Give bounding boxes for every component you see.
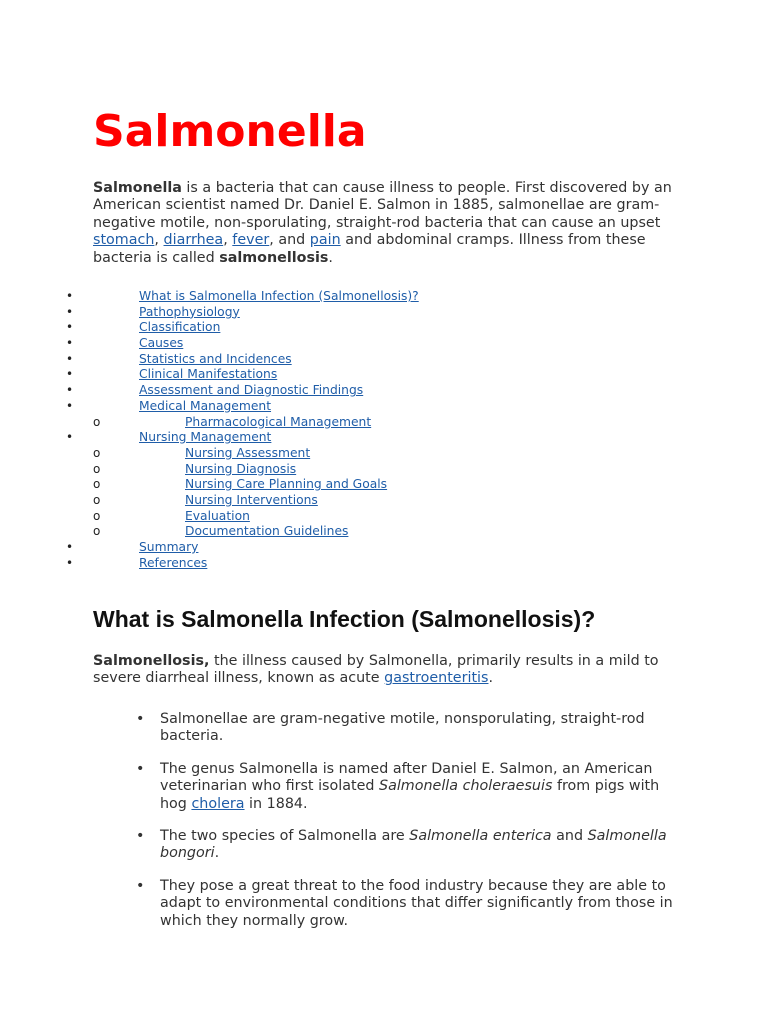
intro-term-salmonellosis: salmonellosis [219,249,329,266]
toc-link-summary[interactable]: Summary [139,540,199,554]
toc-subitem [0,524,768,540]
circle-bullet-icon: o [93,492,101,507]
toc-item [0,320,768,336]
bullet-icon: • [136,828,145,845]
intro-term: Salmonella [93,180,182,196]
link-stomach[interactable]: stomach [93,232,155,249]
link-gastroenteritis[interactable]: gastroenteritis [384,670,489,687]
bullet-icon: • [66,320,74,335]
fact-text: and [551,828,588,845]
toc-item [0,430,768,446]
circle-bullet-icon: o [93,508,101,523]
bullet-icon: • [66,540,74,554]
intro-separator: , and [269,232,310,249]
toc-link-clinical-manifestations[interactable]: Clinical Manifestations [139,367,278,382]
toc-link-nursing-interventions[interactable]: Nursing Interventions [185,492,318,507]
toc-subitem [0,415,768,431]
fact-item [136,877,690,930]
section-heading: What is Salmonella Infection (Salmonellosis)? [93,606,596,632]
fact-text: The genus Salmonella is named after Daniel E. Salmon, an American veterinarian who first isolated [160,760,653,795]
circle-bullet-icon: o [93,477,101,492]
toc-item [0,305,768,321]
link-pain[interactable]: pain [309,232,341,249]
toc-subitem [0,493,768,509]
toc-item [0,352,768,368]
section-end: . [488,670,494,687]
bullet-icon: • [66,398,74,413]
fact-text: Salmonellae are gram-negative motile, nonsporulating, straight-rod bacteria. [160,711,645,745]
toc-link-nursing-assessment[interactable]: Nursing Assessment [185,445,311,460]
fact-text: . [214,845,220,862]
intro-paragraph [93,180,683,267]
bullet-icon: • [66,336,74,351]
toc-item [0,289,768,305]
bullet-icon: • [66,383,74,398]
circle-bullet-icon: o [93,461,101,476]
fact-item [136,760,690,813]
section-paragraph [93,653,683,688]
fact-species: Salmonella enterica [409,828,552,845]
bullet-icon: • [66,367,74,382]
fact-item [136,711,690,746]
circle-bullet-icon: o [93,414,101,429]
bullet-icon: • [136,877,145,894]
toc-link-medical-management[interactable]: Medical Management [139,398,272,413]
bullet-icon: • [136,760,145,777]
section-term: Salmonellosis, [93,653,210,669]
toc-subitem [0,462,768,478]
toc-link-statistics[interactable]: Statistics and Incidences [139,351,292,366]
fact-species: Salmonella choleraesuis [379,778,553,795]
bullet-icon: • [136,711,145,727]
fact-text: The two species of Salmonella are [160,828,410,845]
fact-text: from pigs with hog [160,778,660,812]
fact-text: They pose a great threat to the food industry because they are able to adapt to environmental conditions that differ significantly from those in which they normally grow. [160,877,673,929]
bullet-icon: • [66,430,74,445]
facts-list [136,711,690,945]
table-of-contents [0,289,768,571]
toc-item [0,383,768,399]
fact-item [136,828,690,863]
bullet-icon: • [66,304,74,319]
intro-separator: , [223,232,233,249]
toc-link-classification[interactable]: Classification [139,320,221,335]
toc-item [0,336,768,352]
circle-bullet-icon: o [93,445,101,460]
toc-link-documentation-guidelines[interactable]: Documentation Guidelines [185,524,349,539]
intro-end: . [328,249,333,266]
toc-link-evaluation[interactable]: Evaluation [185,508,250,523]
toc-subitem [0,477,768,493]
toc-subitem [0,509,768,525]
link-diarrhea[interactable]: diarrhea [163,232,224,249]
intro-text: and abdominal cramps. Illness from these bacteria is called [93,232,646,266]
circle-bullet-icon: o [93,524,101,539]
toc-link-assessment[interactable]: Assessment and Diagnostic Findings [139,383,364,398]
toc-subitem [0,446,768,462]
toc-link-pharmacological-management[interactable]: Pharmacological Management [185,414,372,429]
bullet-icon: • [66,351,74,366]
bullet-icon: • [66,289,74,303]
toc-item [0,367,768,383]
link-cholera[interactable]: cholera [191,795,245,812]
toc-item [0,556,768,572]
toc-link-references[interactable]: References [139,555,208,570]
intro-text: is a bacteria that can cause illness to people. First discovered by an American scientist named Dr. Daniel E. Salmon in 1885, salmonellae are gram-negative motile, non-sporulating, straight-rod bacteria that can cause an upset [93,180,672,231]
toc-item [0,540,768,556]
link-fever[interactable]: fever [232,232,270,249]
fact-species: Salmonella bongori [160,828,667,862]
section-text: the illness caused by Salmonella, primarily results in a mild to severe diarrheal illness, known as acute [93,653,659,687]
toc-link-what-is[interactable]: What is Salmonella Infection (Salmonellosis)? [139,289,419,303]
fact-text: in 1884. [244,795,308,812]
toc-link-nursing-management[interactable]: Nursing Management [139,430,272,445]
toc-item [0,399,768,415]
intro-separator: , [154,232,164,249]
bullet-icon: • [66,555,74,570]
toc-link-nursing-diagnosis[interactable]: Nursing Diagnosis [185,461,297,476]
toc-link-causes[interactable]: Causes [139,336,184,351]
toc-link-pathophysiology[interactable]: Pathophysiology [139,304,240,319]
toc-link-nursing-care-planning[interactable]: Nursing Care Planning and Goals [185,477,388,492]
page-title: Salmonella [93,106,367,157]
